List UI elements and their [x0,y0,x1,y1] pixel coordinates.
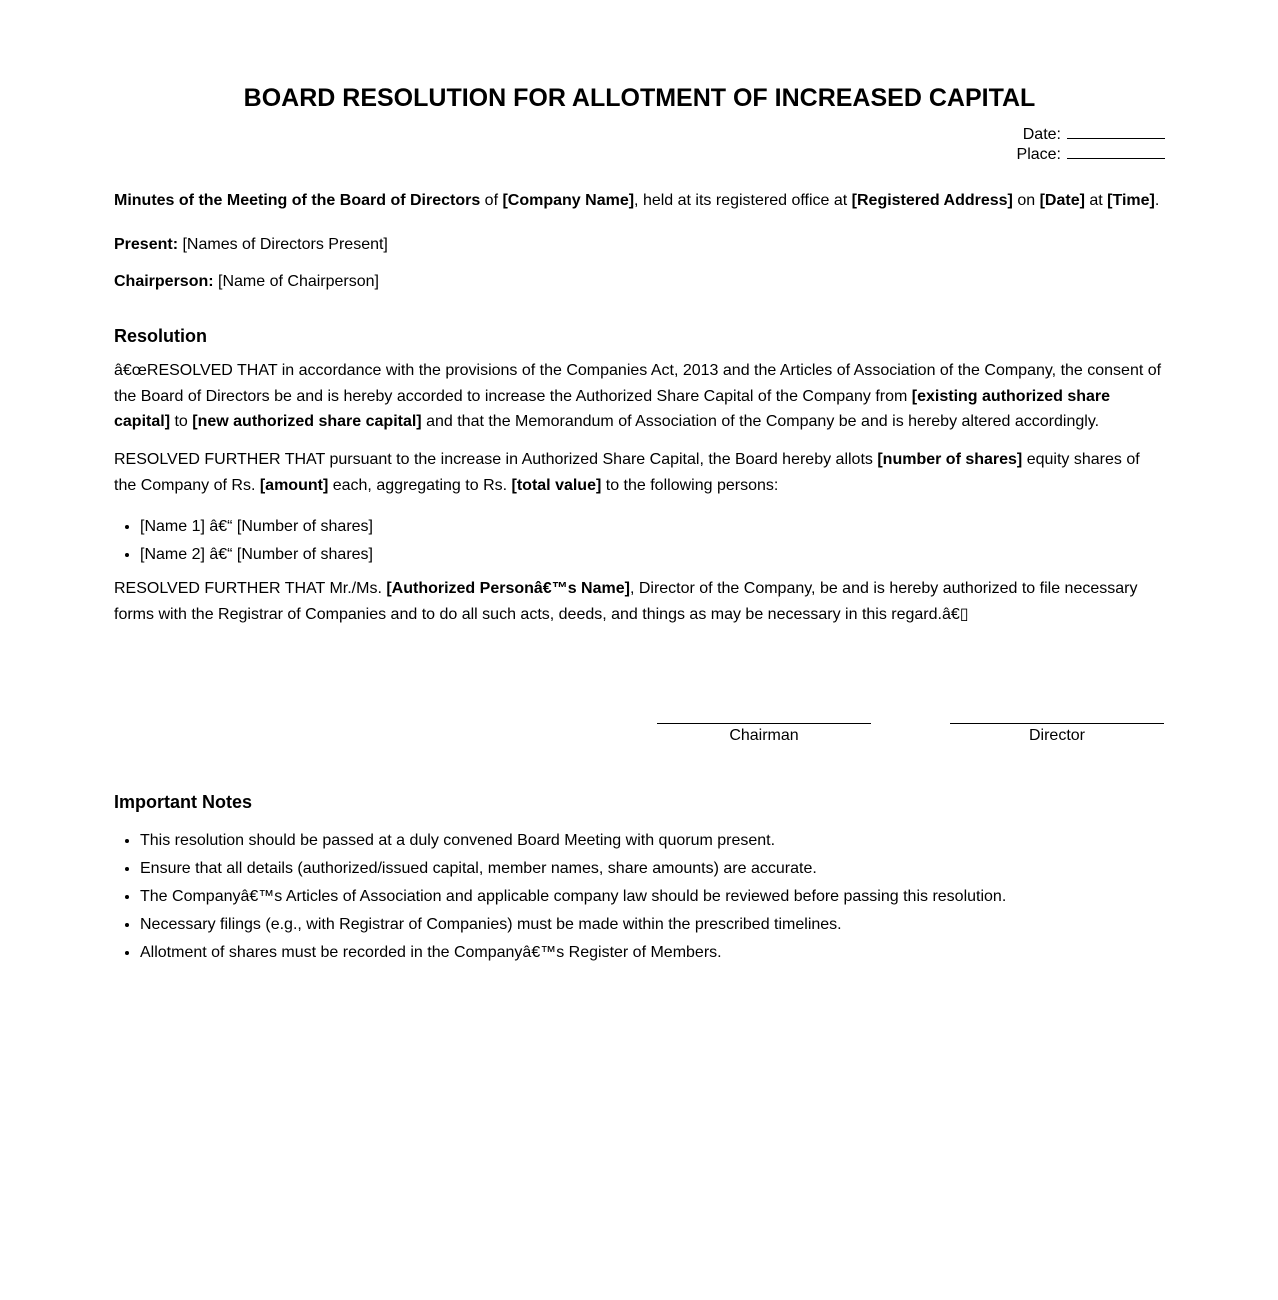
director-label: Director [1028,727,1085,744]
director-signature-line [950,723,1164,724]
date-label: Date: [1022,126,1061,143]
resolution-p1-end: and that the Memorandum of Association of the Company be and is hereby altered accordingly. [421,413,1100,430]
chairperson-value: [Name of Chairperson] [213,273,379,290]
resolution-heading: Resolution [114,326,207,346]
resolution-p2-text: RESOLVED FURTHER THAT pursuant to the increase in Authorized Share Capital, the Board hereby allots [114,451,878,468]
notes-list [114,827,1165,967]
minutes-company: [Company Name] [502,192,635,209]
notes-heading: Important Notes [114,792,253,812]
minutes-text-on: on [1012,192,1040,209]
present-value: [Names of Directors Present] [178,236,388,253]
chairman-label: Chairman [729,727,799,744]
date-row [1017,124,1165,144]
minutes-lead: Minutes of the Meeting of the Board of Directors [114,192,481,209]
resolution-p3-text: RESOLVED FURTHER THAT Mr./Ms. [114,580,387,597]
resolution-p1-to: to [170,413,193,430]
minutes-text-held: , held at its registered office at [634,192,852,209]
list-item: • The Companyâ€™s Articles of Association and applicable company law should be reviewed before passing this resolution. [140,883,1165,911]
minutes-text-of: of [480,192,503,209]
director-signature [950,723,1164,746]
chairperson-line [114,269,1165,295]
minutes-address: [Registered Address] [851,192,1013,209]
list-item: • This resolution should be passed at a duly convened Board Meeting with quorum present. [140,827,1165,855]
date-blank-line [1067,124,1165,139]
allottee-list [114,513,1165,569]
date-place-block [1017,124,1165,164]
place-row [1017,144,1165,164]
amount-placeholder: [amount] [259,476,329,494]
minutes-time: [Time] [1107,192,1155,209]
authorized-person-placeholder: [Authorized Personâ€™s Name] [386,580,630,597]
existing-capital-placeholder: [existing authorized share capital] [114,387,1111,430]
document-title: BOARD RESOLUTION FOR ALLOTMENT OF INCREASED CAPITAL [243,84,1036,112]
minutes-text-end: . [1154,192,1160,209]
resolution-paragraph-3 [114,576,1165,627]
resolution-p2-end: to the following persons: [601,476,779,494]
resolution-p1-text: â€œRESOLVED THAT in accordance with the provisions of the Companies Act, 2013 and the Articles of Association of the Company, the consent of the Board of Directors be and is hereby accorded to increase the Authorized Share Capital of the Company from [114,362,1162,405]
present-label: Present: [114,236,179,253]
resolution-paragraph-2 [114,447,1165,498]
chairman-signature-line [657,723,871,724]
total-value-placeholder: [total value] [511,476,602,494]
list-item: • Allotment of shares must be recorded in the Companyâ€™s Register of Members. [140,939,1165,967]
resolution-p2-text-b: equity shares of the Company of Rs. [114,451,1140,494]
list-item: • [Name 1] â€“ [Number of shares] [140,513,1165,541]
minutes-date: [Date] [1039,192,1085,209]
minutes-text-at: at [1084,192,1108,209]
minutes-paragraph [114,188,1165,214]
new-capital-placeholder: [new authorized share capital] [192,413,422,430]
place-label: Place: [1016,146,1061,163]
list-item: • Ensure that all details (authorized/issued capital, member names, share amounts) are accurate. [140,855,1165,883]
list-item: • Necessary filings (e.g., with Registrar of Companies) must be made within the prescribed timelines. [140,911,1165,939]
resolution-p3-end: , Director of the Company, be and is hereby authorized to file necessary forms with the Registrar of Companies and to do all such acts, deeds, and things as may be necessary in this regard.â€▯ [114,580,1138,623]
place-blank-line [1067,144,1165,159]
resolution-paragraph-1 [114,358,1165,435]
list-item: • [Name 2] â€“ [Number of shares] [140,541,1165,569]
present-line [114,232,1165,258]
chairman-signature [657,723,871,746]
chairperson-label: Chairperson: [114,273,214,290]
number-of-shares-placeholder: [number of shares] [877,451,1023,468]
resolution-p2-text-c: each, aggregating to Rs. [328,476,512,494]
